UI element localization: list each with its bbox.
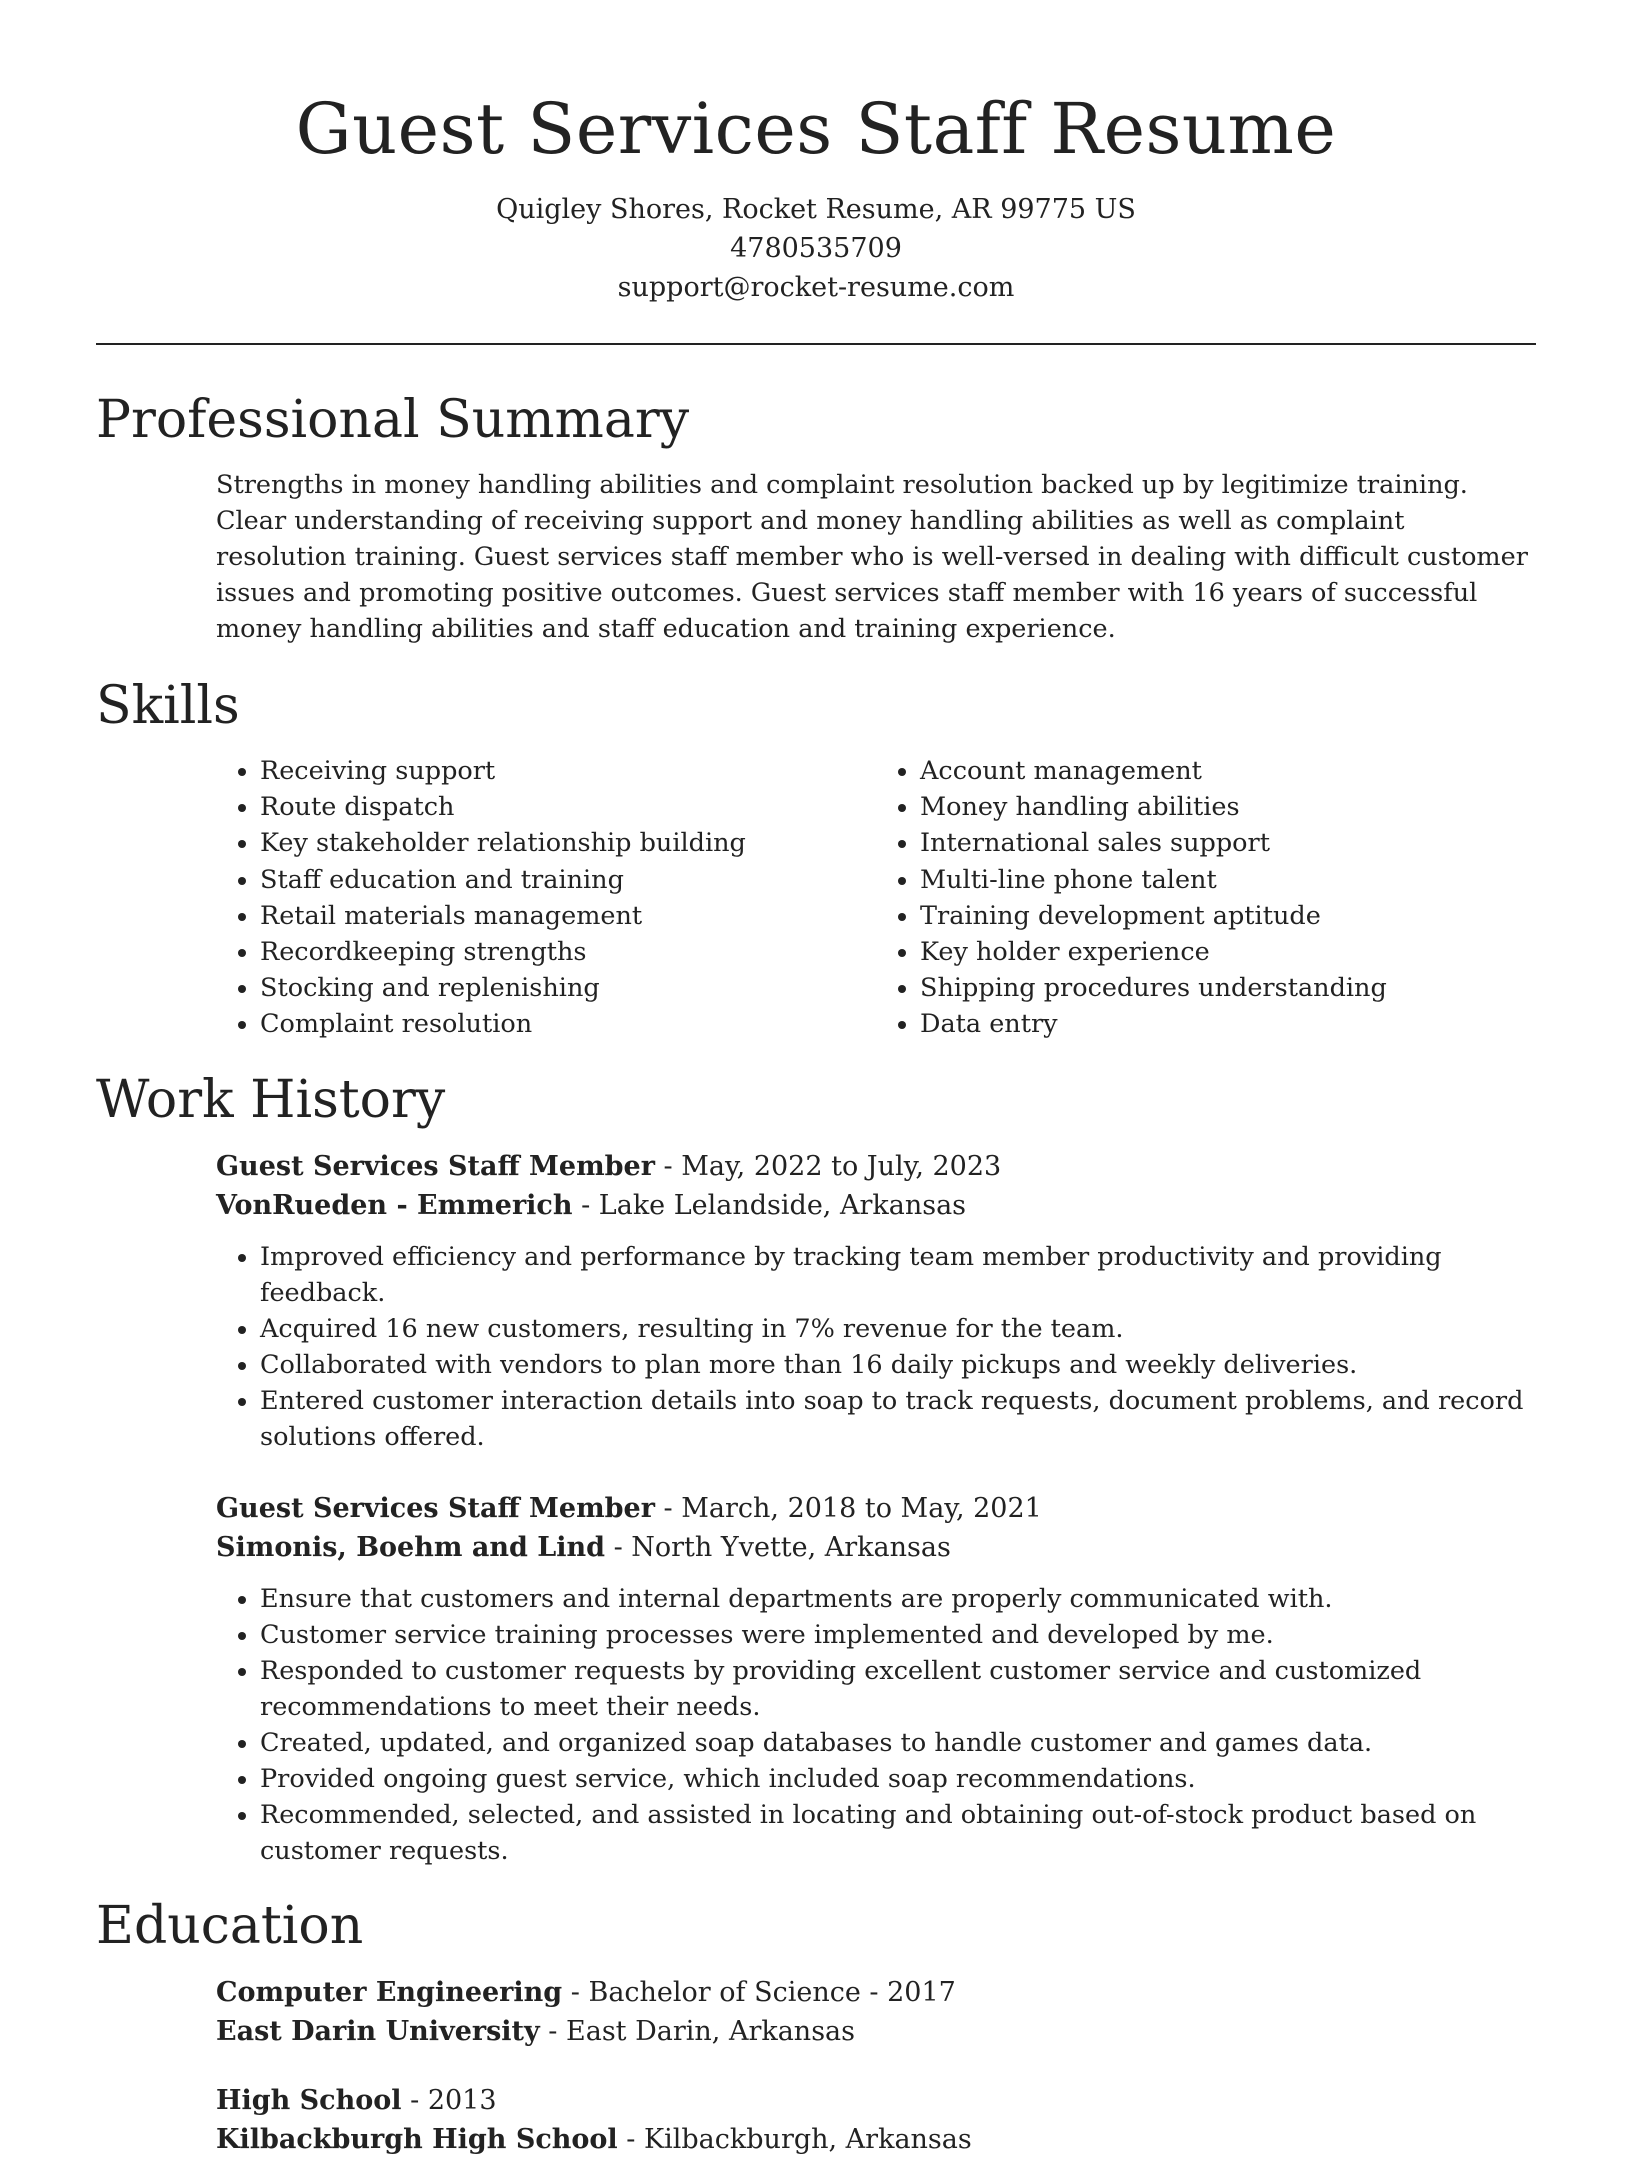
job-duty: • Recommended, selected, and assisted in locating and obtaining out-of-stock product based on customer requests. xyxy=(260,1797,1528,1869)
job-role: Guest Services Staff Member xyxy=(216,1150,655,1182)
skill-item: • Account management xyxy=(920,753,1536,789)
email: support@rocket-resume.com xyxy=(617,272,1015,303)
skill-item: • International sales support xyxy=(920,825,1536,861)
job-location: - North Yvette, Arkansas xyxy=(604,1531,951,1563)
skill-item: • Stocking and replenishing xyxy=(260,970,876,1006)
skill-item: • Staff education and training xyxy=(260,862,876,898)
job-employer xyxy=(216,1186,1536,1225)
skills-list-right xyxy=(876,753,1536,1043)
skills-section xyxy=(96,753,1536,1043)
job-duty: • Acquired 16 new customers, resulting in 7% revenue for the team. xyxy=(260,1311,1528,1347)
job-duty: • Customer service training processes were implemented and developed by me. xyxy=(260,1617,1528,1653)
education-heading: Education xyxy=(96,1895,364,1956)
skill-item: • Money handling abilities xyxy=(920,789,1536,825)
resume-title: Guest Services Staff Resume xyxy=(295,88,1337,170)
job-duty: • Responded to customer requests by providing excellent customer service and customized recommendations to meet their needs. xyxy=(260,1653,1528,1725)
skill-item: • Recordkeeping strengths xyxy=(260,934,876,970)
skills-list-left xyxy=(216,753,876,1043)
job-title xyxy=(216,1147,1536,1186)
phone: 4780535709 xyxy=(730,233,902,264)
job-entry xyxy=(96,1147,1536,1455)
job-role: Guest Services Staff Member xyxy=(216,1492,655,1524)
degree-line xyxy=(216,1973,1536,2012)
job-dates: - March, 2018 to May, 2021 xyxy=(654,1492,1042,1524)
job-duty: • Provided ongoing guest service, which included soap recommendations. xyxy=(260,1761,1528,1797)
skills-heading: Skills xyxy=(96,676,240,736)
header-divider xyxy=(96,343,1536,345)
job-duties xyxy=(216,1581,1536,1869)
school-line xyxy=(216,2012,1536,2051)
school-location: - Kilbackburgh, Arkansas xyxy=(617,2123,972,2155)
degree-detail: - Bachelor of Science - 2017 xyxy=(562,1976,956,2008)
work-history-heading: Work History xyxy=(96,1069,446,1130)
job-location: - Lake Lelandside, Arkansas xyxy=(572,1189,967,1221)
school-line xyxy=(216,2120,1536,2159)
skill-item: • Training development aptitude xyxy=(920,898,1536,934)
skill-item: • Shipping procedures understanding xyxy=(920,970,1536,1006)
education-entry xyxy=(96,2081,1536,2159)
degree: Computer Engineering xyxy=(216,1976,563,2008)
skill-item: • Complaint resolution xyxy=(260,1006,876,1042)
summary-text: Strengths in money handling abilities and complaint resolution backed up by legitimize training. Clear understanding of receiving support and money handling abilities as well as complaint resolution training. Guest services staff member who is well-versed in dealing with difficult customer issues and promoting positive outcomes. Guest services staff member with 16 years of successful money handling abilities and staff education and training experience. xyxy=(216,470,1528,644)
summary-heading: Professional Summary xyxy=(96,390,690,450)
job-company: VonRueden - Emmerich xyxy=(216,1189,573,1221)
skill-item: • Key stakeholder relationship building xyxy=(260,825,876,861)
job-duty: • Created, updated, and organized soap databases to handle customer and games data. xyxy=(260,1725,1528,1761)
job-entry xyxy=(96,1489,1536,1869)
skill-item: • Route dispatch xyxy=(260,789,876,825)
school-location: - East Darin, Arkansas xyxy=(539,2015,856,2047)
job-employer xyxy=(216,1528,1536,1567)
job-duties xyxy=(216,1239,1536,1455)
job-company: Simonis, Boehm and Lind xyxy=(216,1531,605,1563)
job-duty: • Collaborated with vendors to plan more than 16 daily pickups and weekly deliveries. xyxy=(260,1347,1528,1383)
skill-item: • Multi-line phone talent xyxy=(920,862,1536,898)
job-duty: • Improved efficiency and performance by tracking team member productivity and providing feedback. xyxy=(260,1239,1528,1311)
degree: High School xyxy=(216,2084,402,2116)
education-entry xyxy=(96,1973,1536,2051)
contact-info xyxy=(96,190,1536,307)
degree-detail: - 2013 xyxy=(401,2084,497,2116)
skill-item: • Receiving support xyxy=(260,753,876,789)
summary-section xyxy=(96,467,1536,647)
job-dates: - May, 2022 to July, 2023 xyxy=(654,1150,1002,1182)
skill-item: • Data entry xyxy=(920,1006,1536,1042)
job-title xyxy=(216,1489,1536,1528)
job-duty: • Entered customer interaction details into soap to track requests, document problems, and record solutions offered. xyxy=(260,1383,1528,1455)
degree-line xyxy=(216,2081,1536,2120)
school: East Darin University xyxy=(216,2015,540,2047)
school: Kilbackburgh High School xyxy=(216,2123,618,2155)
skill-item: • Retail materials management xyxy=(260,898,876,934)
job-duty: • Ensure that customers and internal departments are properly communicated with. xyxy=(260,1581,1528,1617)
address: Quigley Shores, Rocket Resume, AR 99775 US xyxy=(496,194,1136,225)
skill-item: • Key holder experience xyxy=(920,934,1536,970)
resume-header xyxy=(96,0,1536,307)
